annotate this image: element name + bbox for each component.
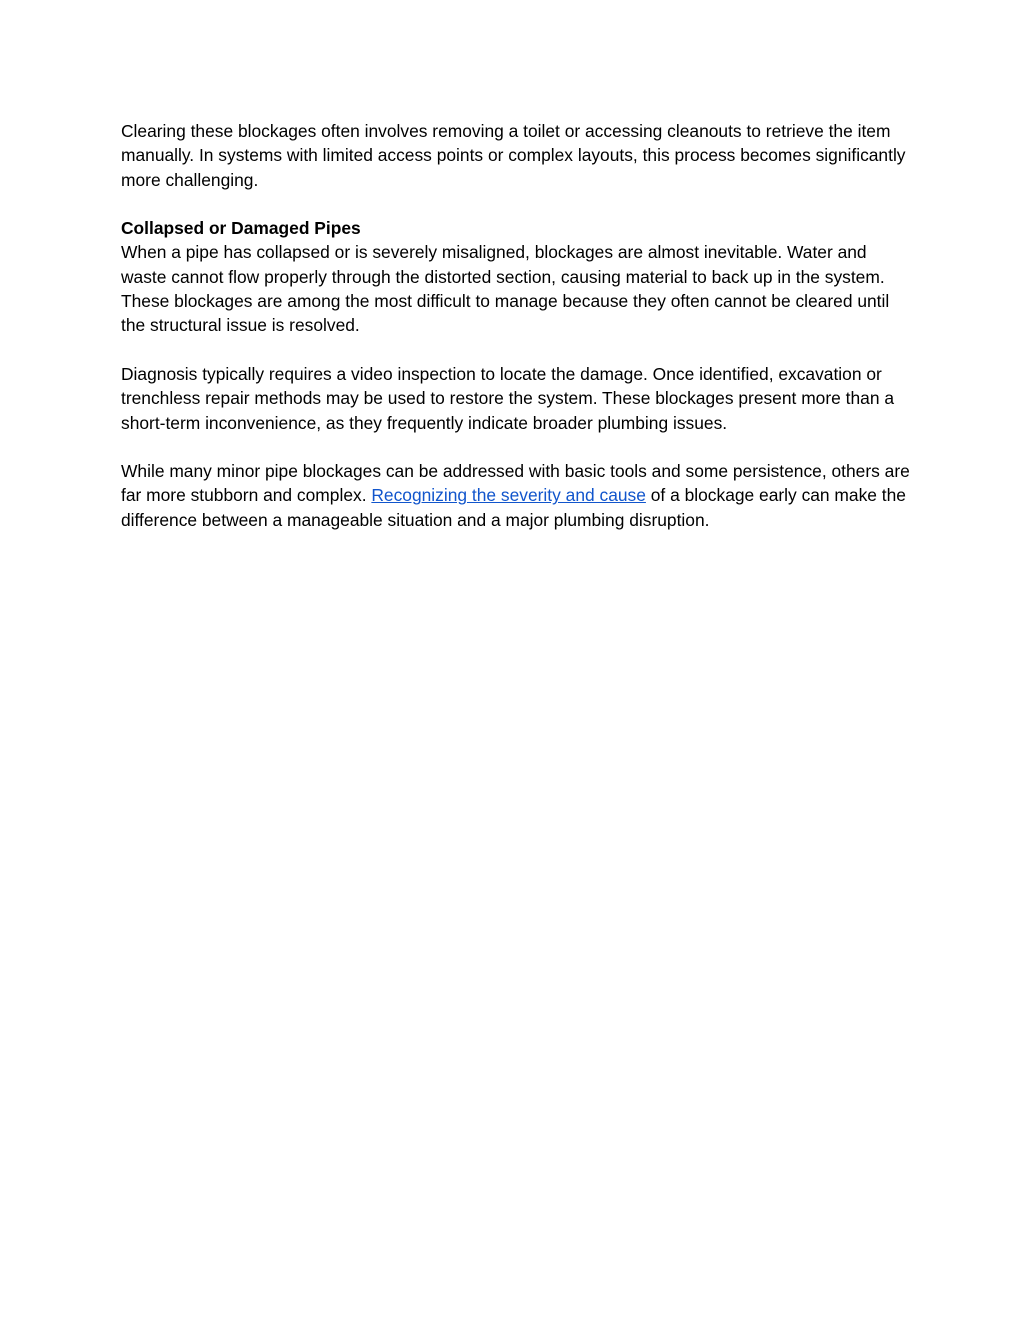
section-heading: Collapsed or Damaged Pipes (121, 218, 361, 239)
section-collapsed-pipes (121, 216, 911, 337)
paragraph-diagnosis: Diagnosis typically requires a video inspection to locate the damage. Once identified, excavation or trenchless repair methods may be used to restore the system. These blockages present more than a short-term inconvenience, as they frequently indicate broader plumbing issues. (121, 363, 894, 433)
paragraph-collapsed-pipes: When a pipe has collapsed or is severely misaligned, blockages are almost inevitable. Water and waste cannot flow properly through the distorted section, causing material to back up in the system. These blockages are among the most difficult to manage because they often cannot be cleared until the structural issue is resolved. (121, 242, 890, 336)
paragraph-clearing-blockages: Clearing these blockages often involves removing a toilet or accessing cleanouts to retrieve the item manually. In systems with limited access points or complex layouts, this process becomes significantly more challenging. (121, 121, 906, 190)
conclusion-text-before-link: While many minor pipe blockages can be addressed with basic tools and some persistence, others are far more stubborn and complex. (121, 461, 910, 506)
conclusion-text-after-link: of a blockage early can make the difference between a manageable situation and a major plumbing disruption. (121, 485, 906, 530)
paragraph-conclusion (121, 459, 911, 532)
document-body (121, 119, 911, 556)
severity-cause-link[interactable]: Recognizing the severity and cause (371, 485, 646, 506)
